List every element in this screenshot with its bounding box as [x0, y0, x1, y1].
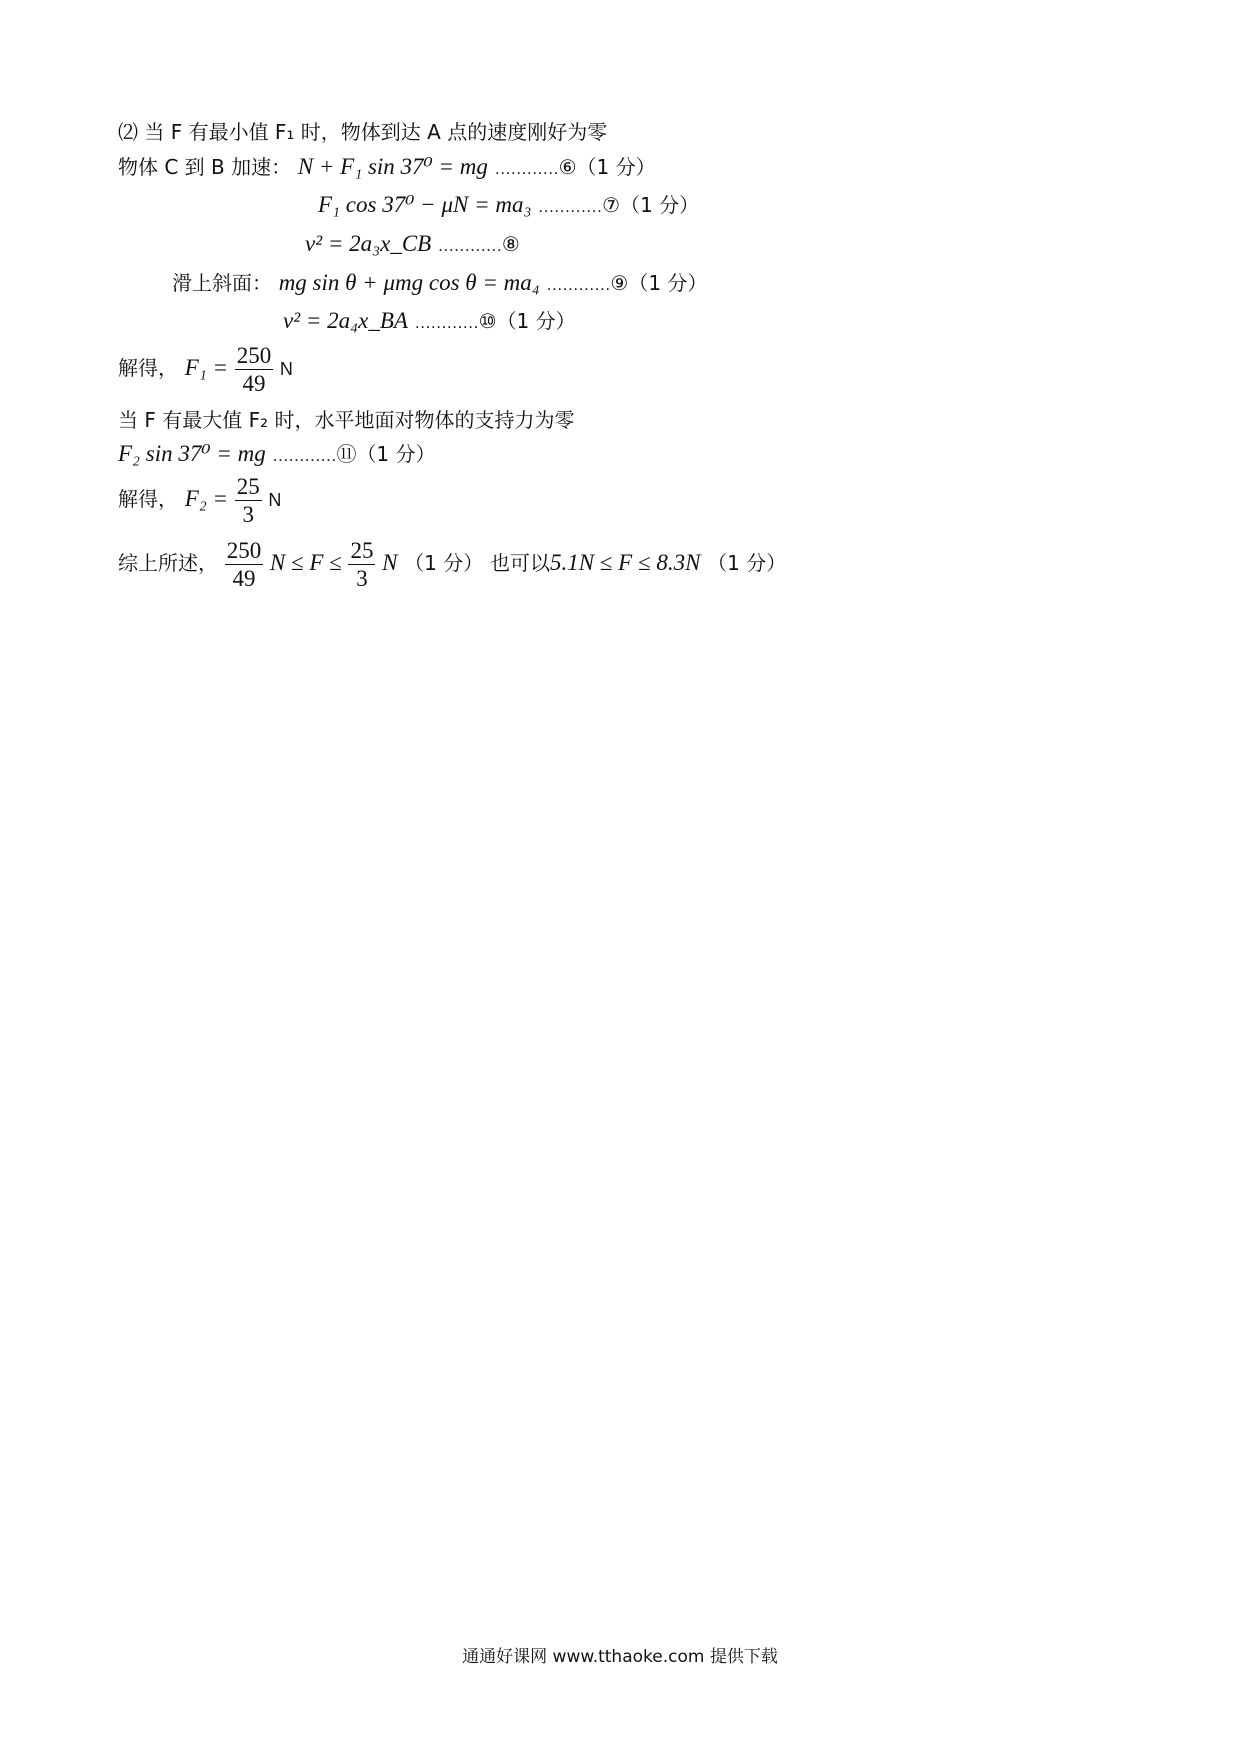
equation-9: mg sin θ + μmg cos θ = ma₄	[278, 270, 540, 295]
line-eq-6	[118, 155, 656, 178]
text-max-force-condition: 当 F 有最大值 F₂ 时，水平地面对物体的支持力为零	[118, 408, 575, 432]
score-6: （1 分）	[576, 155, 656, 179]
label-solve-f2: 解得，	[118, 487, 178, 511]
line-max-force-condition	[118, 410, 574, 430]
fraction-lower-denominator: 49	[232, 566, 256, 591]
fraction-f2-denominator: 3	[242, 502, 254, 527]
fraction-upper-denominator: 3	[356, 566, 368, 591]
unit-newton: N	[279, 359, 293, 379]
inequality-middle: N ≤ F ≤	[269, 550, 342, 575]
fraction-upper-numerator: 25	[350, 538, 374, 563]
score-9: （1 分）	[628, 271, 708, 295]
leader-dots: …………	[437, 238, 502, 255]
line-eq-8	[305, 232, 520, 255]
label-object-c-to-b: 物体 C 到 B 加速：	[118, 155, 292, 179]
equation-6: N + F₁ sin 37⁰ = mg	[297, 154, 488, 179]
text-min-force-condition: ⑵ 当 F 有最小值 F₁ 时，物体到达 A 点的速度刚好为零	[118, 120, 608, 144]
equation-number-10: ⑩	[478, 309, 497, 333]
leader-dots: …………	[546, 277, 611, 294]
fraction-f2-numerator: 25	[236, 474, 260, 499]
equation-7: F₁ cos 37⁰ − μN = ma₃	[318, 192, 532, 217]
score-summary-2: （1 分）	[707, 551, 787, 575]
label-summary: 综上所述，	[118, 551, 218, 575]
fraction-upper-bound	[348, 539, 375, 590]
line-min-force-condition	[118, 122, 607, 142]
leader-dots: …………	[414, 315, 479, 332]
line-eq-7	[318, 193, 699, 216]
unit-n: N	[382, 550, 398, 575]
equation-number-9: ⑨	[610, 271, 629, 295]
equation-8: v² = 2a₃x_CB	[305, 231, 432, 256]
unit-newton: N	[268, 490, 282, 510]
score-7: （1 分）	[620, 193, 700, 217]
leader-dots: …………	[494, 161, 559, 178]
equation-10: v² = 2a₄x_BA	[283, 308, 408, 333]
fraction-f1-denominator: 49	[242, 371, 266, 396]
line-solve-f1	[118, 344, 293, 395]
text-also: 也可以	[489, 551, 550, 575]
score-10: （1 分）	[496, 309, 576, 333]
equation-number-11: ⑪	[336, 442, 357, 466]
line-eq-11	[118, 442, 436, 465]
fraction-lower-bound	[225, 539, 264, 590]
line-solve-f2	[118, 475, 281, 526]
footer-source: 通通好课网 www.tthaoke.com 提供下载	[462, 1647, 778, 1667]
f2-lhs: F₂ =	[184, 486, 229, 511]
fraction-f2	[235, 475, 262, 526]
equation-number-6: ⑥	[558, 155, 577, 179]
line-summary	[118, 539, 786, 590]
equation-11: F₂ sin 37⁰ = mg	[118, 441, 266, 466]
fraction-f1-numerator: 250	[236, 343, 272, 368]
leader-dots: …………	[538, 199, 603, 216]
score-summary-1: （1 分）	[404, 551, 484, 575]
equation-number-8: ⑧	[501, 232, 520, 256]
equation-number-7: ⑦	[602, 193, 621, 217]
f1-lhs: F₁ =	[184, 355, 229, 380]
label-slide-up-incline: 滑上斜面：	[172, 271, 272, 295]
fraction-lower-numerator: 250	[226, 538, 262, 563]
leader-dots: …………	[272, 448, 337, 465]
decimal-range: 5.1N ≤ F ≤ 8.3N	[549, 550, 701, 575]
line-eq-10	[283, 309, 576, 332]
fraction-f1	[235, 344, 274, 395]
label-solve-f1: 解得，	[118, 356, 178, 380]
line-eq-9	[172, 271, 707, 294]
score-11: （1 分）	[356, 442, 436, 466]
